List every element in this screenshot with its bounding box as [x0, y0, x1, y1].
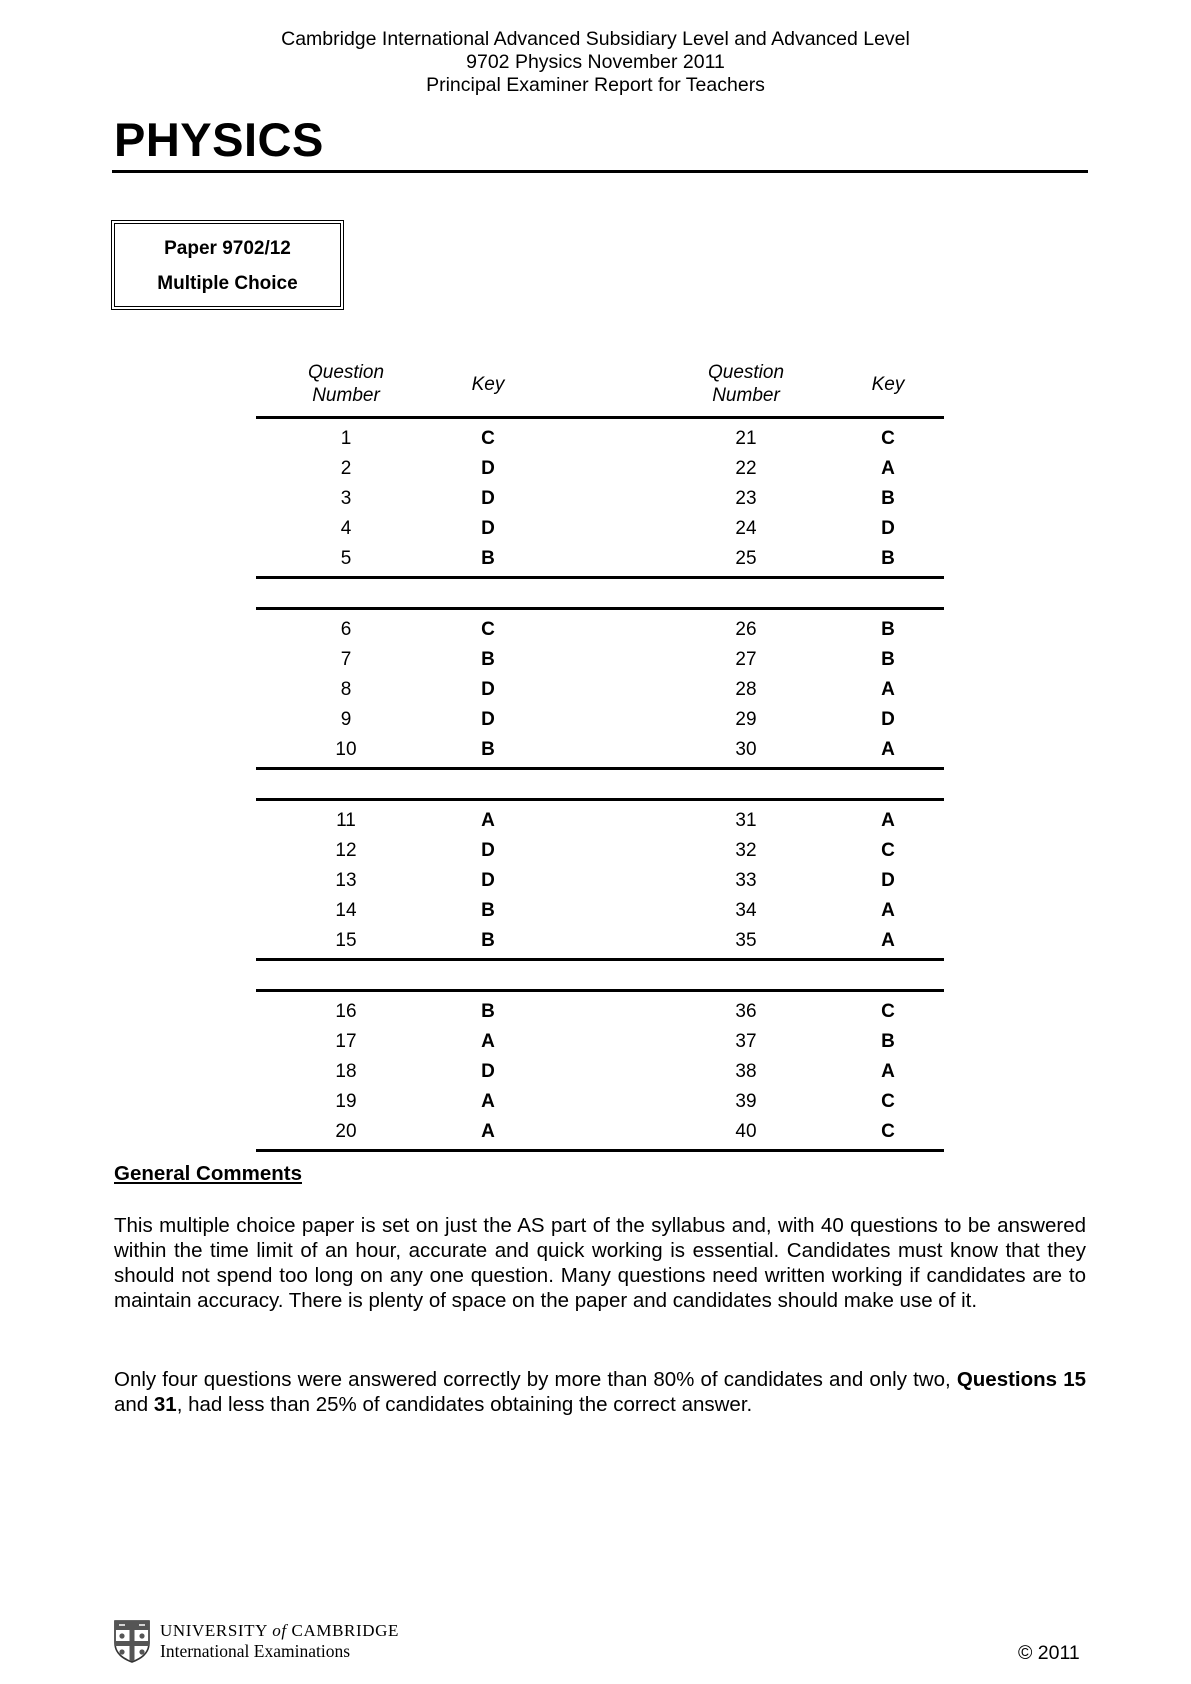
- key-cell: C: [481, 428, 495, 449]
- question-number-cell: 2: [340, 458, 352, 479]
- question-number-cell: 27: [735, 649, 757, 670]
- key-cell: D: [481, 518, 495, 539]
- key-cell: A: [881, 1061, 895, 1082]
- question-number-cell: 21: [735, 428, 757, 449]
- header-line-2: 9702 Physics November 2011: [466, 51, 725, 73]
- header-question-number-right: [696, 352, 796, 416]
- question-number-cell: 4: [340, 518, 352, 539]
- cambridge-logo: [113, 1619, 413, 1665]
- key-cell: C: [481, 619, 495, 640]
- question-number-cell: 5: [340, 548, 352, 569]
- header-question-line2: Number: [312, 385, 380, 406]
- table-row: [256, 806, 944, 836]
- key-cell: C: [881, 1001, 895, 1022]
- question-number-cell: 29: [735, 709, 757, 730]
- key-cell: B: [481, 739, 495, 760]
- general-comments-heading: General Comments: [114, 1162, 302, 1185]
- logo-of: of: [272, 1621, 287, 1640]
- key-cell: B: [481, 900, 495, 921]
- general-comments-paragraph-1: This multiple choice paper is set on just the AS part of the syllabus and, with 40 questions to be answered within the time limit of an hour, accurate and quick working is essential. Candidates must know that they should not spend too long on any one question. Many questions need written working if candidates are to maintain accuracy. There is plenty of space on the paper and candidates should make use of it.: [114, 1214, 1086, 1312]
- question-number-cell: 19: [335, 1091, 357, 1112]
- header-question-line1: Question: [707, 362, 785, 383]
- key-cell: D: [481, 1061, 495, 1082]
- question-number-cell: 15: [335, 930, 357, 951]
- key-cell: D: [481, 709, 495, 730]
- question-number-cell: 26: [735, 619, 757, 640]
- question-number-cell: 10: [335, 739, 357, 760]
- university-crest-icon: [113, 1619, 151, 1663]
- paper-code: Paper 9702/12: [164, 238, 291, 259]
- key-cell: C: [881, 428, 895, 449]
- question-number-cell: 24: [735, 518, 757, 539]
- question-number-cell: 30: [735, 739, 757, 760]
- key-cell: B: [481, 649, 495, 670]
- question-number-cell: 35: [735, 930, 757, 951]
- question-number-cell: 9: [340, 709, 352, 730]
- table-row-group: [256, 798, 944, 961]
- table-row-group: [256, 607, 944, 770]
- table-row: [256, 896, 944, 926]
- key-cell: B: [881, 548, 895, 569]
- table-row: [256, 514, 944, 544]
- table-row-group: [256, 989, 944, 1152]
- answer-key-table: [256, 352, 944, 1152]
- key-cell: D: [481, 458, 495, 479]
- question-number-cell: 6: [340, 619, 352, 640]
- key-cell: A: [881, 930, 895, 951]
- logo-text: [160, 1620, 399, 1662]
- key-cell: D: [481, 679, 495, 700]
- paragraph-text: Only four questions were answered correctly by more than 80% of candidates and only two,: [114, 1368, 957, 1391]
- paragraph-bold-text: Questions 15: [956, 1368, 1086, 1391]
- table-row-group: [256, 419, 944, 579]
- key-cell: A: [881, 679, 895, 700]
- table-header: [256, 352, 944, 419]
- question-number-cell: 38: [735, 1061, 757, 1082]
- question-number-cell: 34: [735, 900, 757, 921]
- table-row: [256, 705, 944, 735]
- question-number-cell: 17: [335, 1031, 357, 1052]
- header-question-number-left: [296, 352, 396, 416]
- key-cell: C: [881, 1121, 895, 1142]
- table-row: [256, 1057, 944, 1087]
- table-row: [256, 1087, 944, 1117]
- logo-university: UNIVERSITY: [160, 1621, 268, 1640]
- table-row: [256, 645, 944, 675]
- key-cell: B: [481, 1001, 495, 1022]
- question-number-cell: 8: [340, 679, 352, 700]
- table-row: [256, 1027, 944, 1057]
- question-number-cell: 28: [735, 679, 757, 700]
- question-number-cell: 40: [735, 1121, 757, 1142]
- key-cell: C: [881, 1091, 895, 1112]
- paragraph-text: and: [114, 1393, 154, 1416]
- key-cell: B: [881, 1031, 895, 1052]
- title-rule: [112, 170, 1088, 173]
- question-number-cell: 31: [735, 810, 757, 831]
- copyright: © 2011: [1018, 1642, 1080, 1664]
- header-key-left: Key: [471, 373, 505, 395]
- question-number-cell: 22: [735, 458, 757, 479]
- paper-type: Multiple Choice: [157, 273, 298, 294]
- header-line-3: Principal Examiner Report for Teachers: [426, 74, 765, 96]
- question-number-cell: 12: [335, 840, 357, 861]
- key-cell: D: [481, 488, 495, 509]
- key-cell: A: [881, 900, 895, 921]
- key-cell: D: [881, 518, 895, 539]
- logo-cambridge: CAMBRIDGE: [291, 1621, 399, 1640]
- question-number-cell: 11: [336, 810, 356, 831]
- key-cell: D: [881, 709, 895, 730]
- question-number-cell: 13: [335, 870, 357, 891]
- logo-line-2: International Examinations: [160, 1641, 351, 1661]
- key-cell: A: [481, 810, 495, 831]
- report-header: [0, 28, 1191, 97]
- key-cell: D: [881, 870, 895, 891]
- question-number-cell: 33: [735, 870, 757, 891]
- question-number-cell: 25: [735, 548, 757, 569]
- key-cell: A: [481, 1031, 495, 1052]
- header-question-line2: Number: [712, 385, 780, 406]
- table-row: [256, 997, 944, 1027]
- key-cell: B: [881, 488, 895, 509]
- paragraph-text: , had less than 25% of candidates obtaining the correct answer.: [176, 1393, 753, 1416]
- table-row: [256, 544, 944, 574]
- table-row: [256, 615, 944, 645]
- question-number-cell: 7: [340, 649, 352, 670]
- table-row: [256, 866, 944, 896]
- key-cell: A: [481, 1091, 495, 1112]
- table-row: [256, 1117, 944, 1147]
- table-body: [256, 419, 944, 1152]
- key-cell: D: [481, 840, 495, 861]
- question-number-cell: 14: [335, 900, 357, 921]
- question-number-cell: 1: [340, 428, 352, 449]
- page-title: PHYSICS: [114, 113, 324, 166]
- paper-box: [111, 220, 344, 310]
- key-cell: D: [481, 870, 495, 891]
- key-cell: A: [881, 810, 895, 831]
- question-number-cell: 20: [335, 1121, 357, 1142]
- question-number-cell: 39: [735, 1091, 757, 1112]
- key-cell: A: [881, 739, 895, 760]
- header-line-1: Cambridge International Advanced Subsidiary Level and Advanced Level: [281, 28, 910, 50]
- key-cell: A: [481, 1121, 495, 1142]
- question-number-cell: 37: [735, 1031, 757, 1052]
- table-row: [256, 675, 944, 705]
- table-row: [256, 454, 944, 484]
- header-key-right: Key: [871, 373, 905, 395]
- key-cell: B: [881, 619, 895, 640]
- table-row: [256, 735, 944, 765]
- table-row: [256, 926, 944, 956]
- question-number-cell: 32: [735, 840, 757, 861]
- header-question-line1: Question: [307, 362, 385, 383]
- key-cell: B: [881, 649, 895, 670]
- question-number-cell: 18: [335, 1061, 357, 1082]
- key-cell: C: [881, 840, 895, 861]
- table-row: [256, 484, 944, 514]
- table-row: [256, 836, 944, 866]
- table-row: [256, 424, 944, 454]
- question-number-cell: 36: [735, 1001, 757, 1022]
- key-cell: B: [481, 930, 495, 951]
- key-cell: A: [881, 458, 895, 479]
- logo-line-1: [160, 1620, 399, 1641]
- general-comments-paragraph-2: [114, 1367, 1086, 1417]
- question-number-cell: 3: [340, 488, 352, 509]
- paragraph-bold-text: 31: [153, 1393, 177, 1416]
- question-number-cell: 23: [735, 488, 757, 509]
- question-number-cell: 16: [335, 1001, 357, 1022]
- key-cell: B: [481, 548, 495, 569]
